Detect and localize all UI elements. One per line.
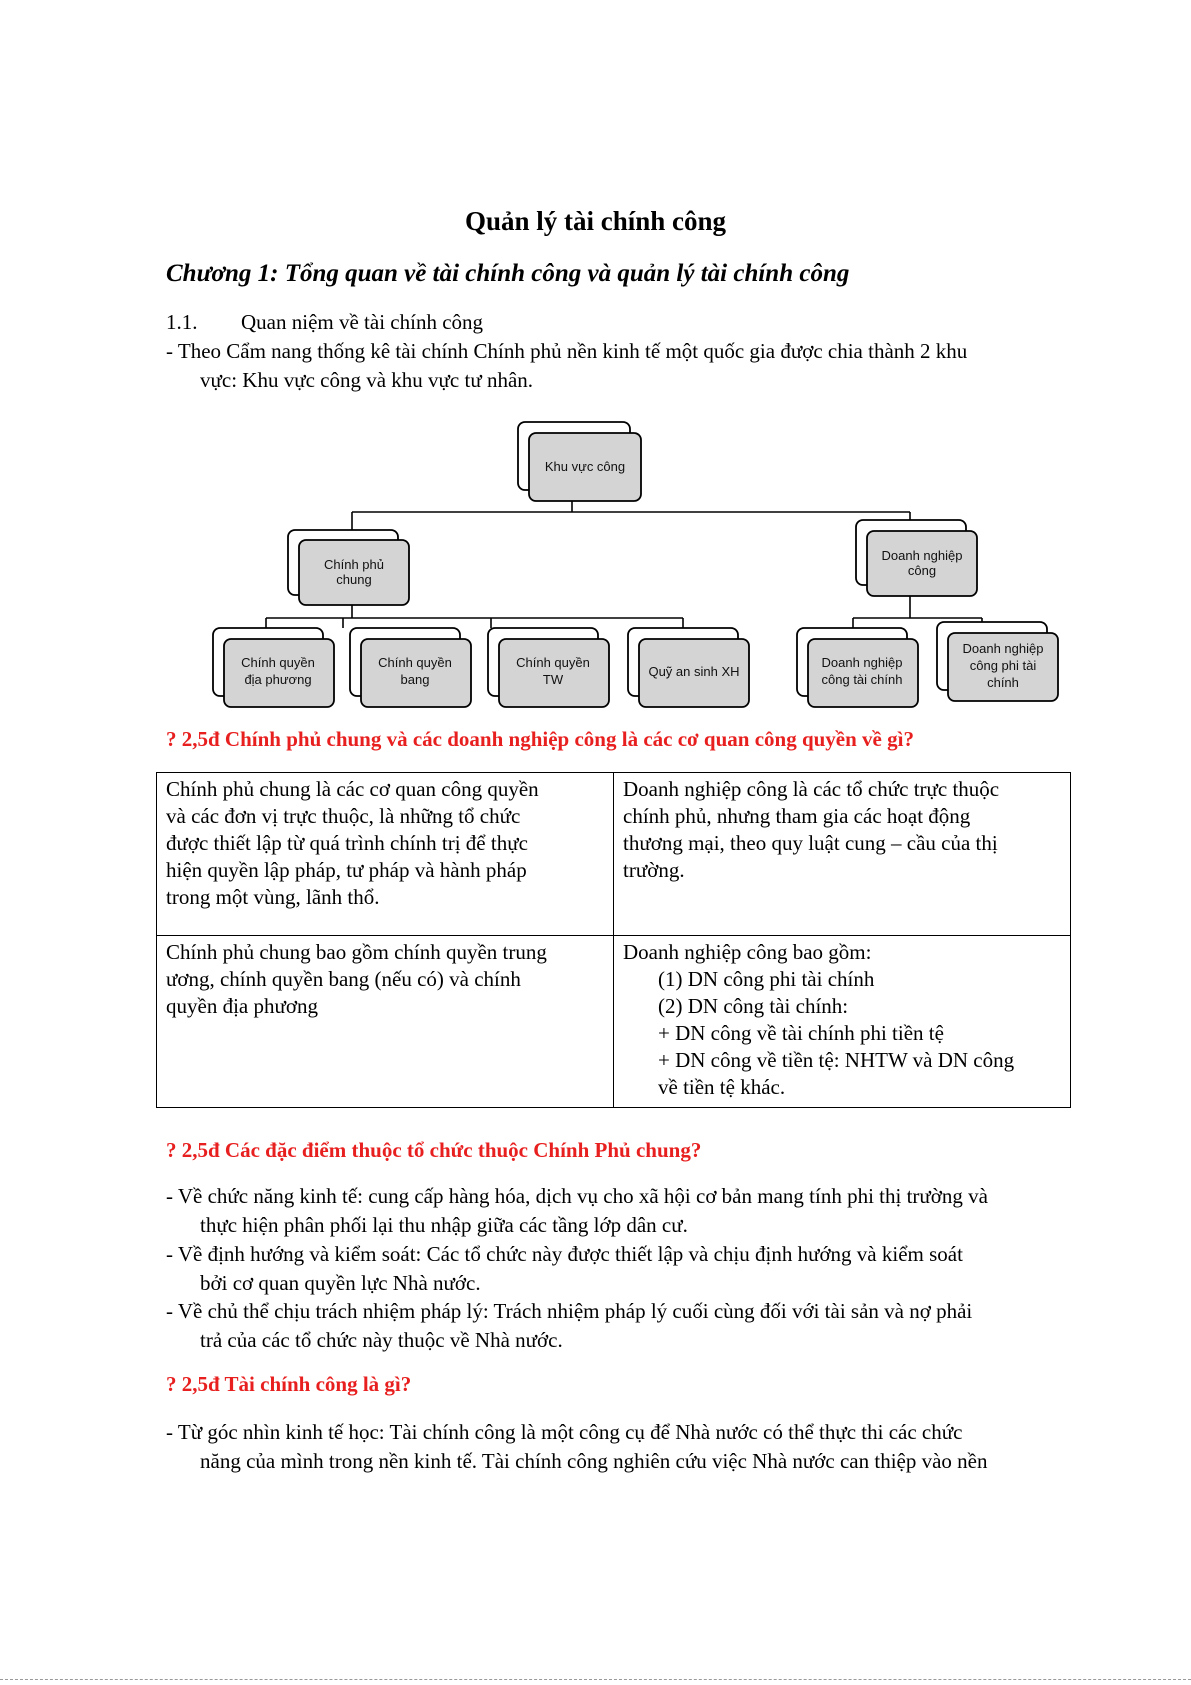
- node-local-label-2: địa phương: [244, 672, 312, 687]
- node-public-sector: [518, 422, 641, 501]
- question-2: ? 2,5đ Các đặc điểm thuộc tổ chức thuộc Chính Phủ chung?: [166, 1138, 702, 1162]
- intro-line-1: - Theo Cẩm nang thống kê tài chính Chính phủ nền kinh tế một quốc gia được chia thành 2 khu: [166, 339, 968, 363]
- cell-line: chính phủ, nhưng tham gia các hoạt động: [623, 804, 971, 828]
- bullet-legal-cont: trả của các tổ chức này thuộc về Nhà nước.: [200, 1328, 563, 1352]
- node-public-enterprises: [856, 520, 977, 596]
- chapter-heading: Chương 1: Tổng quan về tài chính công và quản lý tài chính công: [166, 260, 850, 287]
- node-nonfin-label-3: chính: [987, 675, 1019, 690]
- section-heading: Quan niệm về tài chính công: [241, 310, 484, 334]
- node-general-government: [288, 530, 409, 605]
- table-cell-soe-composition: [614, 936, 1071, 1108]
- cell-line: Chính phủ chung bao gồm chính quyền trung: [166, 940, 547, 964]
- bullet-economic-function: - Về chức năng kinh tế: cung cấp hàng hóa, dịch vụ cho xã hội cơ bản mang tính phi thị trường và: [166, 1184, 988, 1208]
- node-state-label-1: Chính quyền: [378, 655, 452, 670]
- bullet-legal: - Về chủ thể chịu trách nhiệm pháp lý: Trách nhiệm pháp lý cuối cùng đối với tài sản và nợ phải: [166, 1299, 973, 1323]
- cell-line: trong một vùng, lãnh thổ.: [166, 885, 380, 909]
- comparison-table: [156, 772, 1071, 1108]
- cell-line: Doanh nghiệp công bao gồm:: [623, 940, 872, 964]
- node-social-label: Quỹ an sinh XH: [648, 664, 740, 679]
- cell-line: thương mại, theo quy luật cung – cầu của thị: [623, 831, 998, 855]
- node-nonfin-label-1: Doanh nghiệp: [962, 641, 1044, 656]
- node-soe-label-2: công: [907, 563, 937, 578]
- document-title: Quản lý tài chính công: [464, 206, 727, 236]
- node-state-government: [350, 628, 471, 707]
- cell-line: quyền địa phương: [166, 994, 318, 1018]
- bullet-economics-view: - Từ góc nhìn kinh tế học: Tài chính công là một công cụ để Nhà nước có thể thực thi các chức: [166, 1420, 963, 1444]
- bullet-economic-function-cont: thực hiện phân phối lại thu nhập giữa các tầng lớp dân cư.: [200, 1213, 688, 1237]
- list-item: (2) DN công tài chính:: [658, 994, 849, 1018]
- table-row: [157, 936, 1071, 1108]
- node-local-government: [213, 628, 334, 707]
- table-cell-soe-definition: [614, 773, 1071, 936]
- node-nonfin-label-2: công phi tài: [969, 658, 1037, 673]
- node-gov-label-2: chung: [336, 572, 372, 587]
- cell-line: Doanh nghiệp công là các tổ chức trực thuộc: [623, 777, 1000, 801]
- cell-line: Chính phủ chung là các cơ quan công quyền: [166, 777, 539, 801]
- node-gov-label-1: Chính phủ: [324, 557, 384, 572]
- org-chart-diagram: [0, 0, 1191, 720]
- question-3: ? 2,5đ Tài chính công là gì?: [166, 1372, 412, 1396]
- bullet-economics-view-cont: năng của mình trong nền kinh tế. Tài chính công nghiên cứu việc Nhà nước can thiệp vào nền: [200, 1449, 988, 1473]
- question-1: ? 2,5đ Chính phủ chung và các doanh nghiệp công là các cơ quan công quyền về gì?: [166, 727, 914, 751]
- list-item: + DN công về tài chính phi tiền tệ: [658, 1021, 944, 1045]
- list-item: + DN công về tiền tệ: NHTW và DN công: [658, 1048, 1015, 1072]
- cell-line: hiện quyền lập pháp, tư pháp và hành pháp: [166, 858, 527, 882]
- bullet-control: - Về định hướng và kiểm soát: Các tổ chức này được thiết lập và chịu định hướng và kiểm soát: [166, 1242, 963, 1266]
- table-cell-gov-definition: [157, 773, 614, 936]
- bullet-control-cont: bởi cơ quan quyền lực Nhà nước.: [200, 1271, 481, 1295]
- intro-line-2: vực: Khu vực công và khu vực tư nhân.: [200, 368, 534, 392]
- node-central-government: [488, 628, 609, 707]
- cell-line: trường.: [623, 858, 685, 882]
- node-soe-label-1: Doanh nghiệp: [881, 548, 963, 563]
- list-item: (1) DN công phi tài chính: [658, 967, 875, 991]
- section-number: 1.1.: [166, 310, 198, 334]
- table-cell-gov-composition: [157, 936, 614, 1108]
- node-social-security-fund: [628, 628, 749, 707]
- table-row: [157, 773, 1071, 936]
- cell-line: được thiết lập từ quá trình chính trị để thực: [166, 831, 528, 855]
- node-fin-label-2: công tài chính: [821, 672, 903, 687]
- node-public-financial-enterprises: [797, 628, 918, 707]
- node-local-label-1: Chính quyền: [241, 655, 315, 670]
- list-item: về tiền tệ khác.: [658, 1075, 786, 1099]
- node-public-sector-label: Khu vực công: [544, 459, 626, 474]
- node-central-label-1: Chính quyền: [516, 655, 590, 670]
- node-central-label-2: TW: [542, 672, 564, 687]
- page-bottom-divider: [0, 1679, 1191, 1680]
- node-state-label-2: bang: [400, 672, 430, 687]
- cell-line: ương, chính quyền bang (nếu có) và chính: [166, 967, 521, 991]
- node-fin-label-1: Doanh nghiệp: [821, 655, 903, 670]
- node-public-nonfinancial-enterprises: [937, 622, 1058, 701]
- cell-line: và các đơn vị trực thuộc, là những tổ chức: [166, 804, 521, 828]
